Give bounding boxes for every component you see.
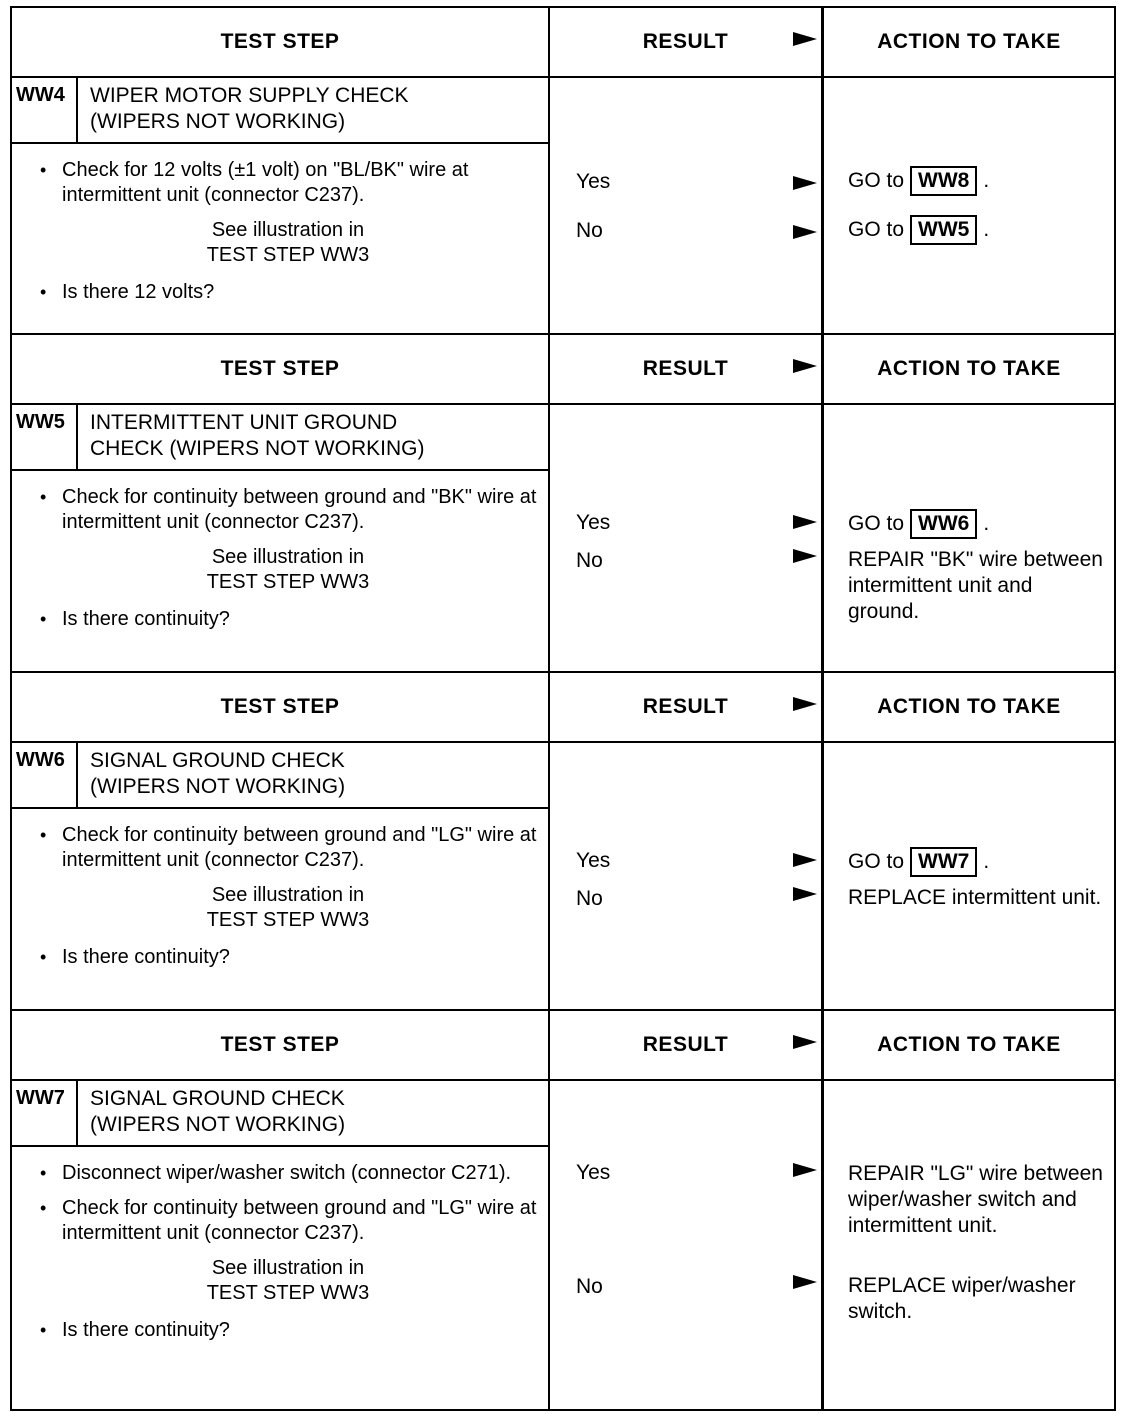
result-no: No xyxy=(576,1275,603,1298)
result-no: No xyxy=(576,887,603,910)
header-row xyxy=(12,673,1114,743)
instruction-item: • Check for 12 volts (±1 volt) on "BL/BK" wire at intermittent unit (connector C237). xyxy=(36,158,540,208)
action-yes: GO to WW7 . xyxy=(848,847,1108,877)
step-reference-box: WW7 xyxy=(910,847,977,877)
question-item: • Is there continuity? xyxy=(36,1318,540,1343)
header-test-step: TEST STEP xyxy=(220,695,340,718)
action-yes: REPAIR "LG" wire between wiper/washer switch and intermittent unit. xyxy=(848,1162,1103,1237)
instruction-item: • Check for continuity between ground and "BK" wire at intermittent unit (connector C237). xyxy=(36,485,540,535)
arrow-icon xyxy=(793,357,817,375)
arrow-icon xyxy=(793,695,817,713)
step-title: (WIPERS NOT WORKING) xyxy=(90,1113,346,1136)
step-title: SIGNAL GROUND CHECK xyxy=(90,1087,345,1110)
step-title: CHECK (WIPERS NOT WORKING) xyxy=(90,437,425,460)
instruction-item: • Check for continuity between ground and "LG" wire at intermittent unit (connector C237). xyxy=(36,1196,540,1246)
question-item: • Is there continuity? xyxy=(36,945,540,970)
test-step-block-ww4 xyxy=(10,6,1116,335)
header-result: RESULT xyxy=(642,357,729,380)
step-reference-box: WW8 xyxy=(910,166,977,196)
arrow-icon xyxy=(793,30,817,48)
action-no: GO to WW5 . xyxy=(848,215,1108,245)
step-title-bar xyxy=(12,743,548,809)
arrow-icon xyxy=(793,547,817,565)
action-column xyxy=(824,405,1114,671)
step-instructions xyxy=(12,809,548,990)
header-row xyxy=(12,1011,1114,1081)
step-code: WW5 xyxy=(12,405,78,469)
see-illustration-note: See illustration in TEST STEP WW3 xyxy=(206,219,370,266)
step-instructions xyxy=(12,471,548,652)
step-title: WIPER MOTOR SUPPLY CHECK xyxy=(90,84,409,107)
header-action: ACTION TO TAKE xyxy=(877,695,1061,718)
action-no: REPLACE intermittent unit. xyxy=(848,886,1102,909)
header-action: ACTION TO TAKE xyxy=(877,357,1061,380)
step-code: WW7 xyxy=(12,1081,78,1145)
see-illustration-note: See illustration in TEST STEP WW3 xyxy=(206,546,370,593)
step-code: WW4 xyxy=(12,78,78,142)
arrow-icon xyxy=(793,1273,817,1291)
action-column xyxy=(824,78,1114,333)
test-step-block-ww7 xyxy=(10,1009,1116,1411)
header-test-step: TEST STEP xyxy=(220,1033,340,1056)
diagnostic-table xyxy=(10,6,1116,1409)
arrow-icon xyxy=(793,851,817,869)
step-instructions xyxy=(12,1147,548,1363)
result-yes: Yes xyxy=(576,170,611,193)
result-no: No xyxy=(576,219,603,242)
step-title: (WIPERS NOT WORKING) xyxy=(90,110,346,133)
result-yes: Yes xyxy=(576,849,611,872)
step-code: WW6 xyxy=(12,743,78,807)
result-column xyxy=(550,405,824,671)
step-title: (WIPERS NOT WORKING) xyxy=(90,775,346,798)
step-title-bar xyxy=(12,78,548,144)
arrow-icon xyxy=(793,1033,817,1051)
result-column xyxy=(550,78,824,333)
action-yes: GO to WW6 . xyxy=(848,509,1108,539)
test-step-block-ww6 xyxy=(10,671,1116,1011)
arrow-icon xyxy=(793,513,817,531)
step-reference-box: WW6 xyxy=(910,509,977,539)
step-title: INTERMITTENT UNIT GROUND xyxy=(90,411,398,434)
step-reference-box: WW5 xyxy=(910,215,977,245)
action-no: REPLACE wiper/washer switch. xyxy=(848,1274,1076,1323)
step-title: SIGNAL GROUND CHECK xyxy=(90,749,345,772)
arrow-icon xyxy=(793,223,817,241)
action-yes: GO to WW8 . xyxy=(848,166,1108,196)
result-column xyxy=(550,743,824,1009)
arrow-icon xyxy=(793,174,817,192)
step-title-bar xyxy=(12,1081,548,1147)
arrow-icon xyxy=(793,1161,817,1179)
header-action: ACTION TO TAKE xyxy=(877,30,1061,53)
test-step-block-ww5 xyxy=(10,333,1116,673)
action-column xyxy=(824,1081,1114,1409)
result-no: No xyxy=(576,549,603,572)
header-result: RESULT xyxy=(642,695,729,718)
result-yes: Yes xyxy=(576,511,611,534)
header-test-step: TEST STEP xyxy=(220,30,340,53)
see-illustration-note: See illustration in TEST STEP WW3 xyxy=(206,1257,370,1304)
header-action: ACTION TO TAKE xyxy=(877,1033,1061,1056)
arrow-icon xyxy=(793,885,817,903)
header-row xyxy=(12,335,1114,405)
result-column xyxy=(550,1081,824,1409)
header-test-step: TEST STEP xyxy=(220,357,340,380)
step-instructions xyxy=(12,144,548,325)
step-title-bar xyxy=(12,405,548,471)
result-yes: Yes xyxy=(576,1161,611,1184)
see-illustration-note: See illustration in TEST STEP WW3 xyxy=(206,884,370,931)
header-row xyxy=(12,8,1114,78)
instruction-item: • Check for continuity between ground and "LG" wire at intermittent unit (connector C237). xyxy=(36,823,540,873)
instruction-item: • Disconnect wiper/washer switch (connector C271). xyxy=(36,1161,540,1186)
header-result: RESULT xyxy=(642,1033,729,1056)
question-item: • Is there continuity? xyxy=(36,607,540,632)
question-item: • Is there 12 volts? xyxy=(36,280,540,305)
action-column xyxy=(824,743,1114,1009)
action-no: REPAIR "BK" wire between intermittent unit and ground. xyxy=(848,548,1103,623)
header-result: RESULT xyxy=(642,30,729,53)
